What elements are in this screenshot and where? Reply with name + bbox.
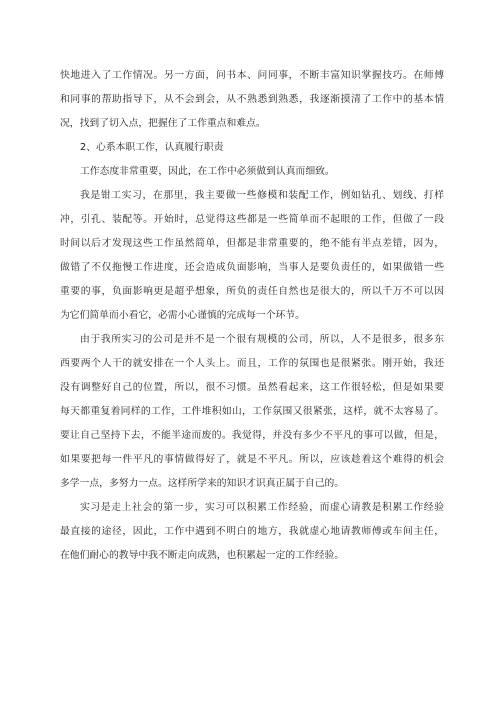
document-body	[60, 64, 444, 568]
text-line: 况，找到了切入点，把握住了工作重点和难点。	[60, 118, 266, 129]
paragraph-2	[60, 160, 444, 184]
section-heading-text: 2、心系本职工作，认真履行职责	[80, 142, 224, 153]
paragraph-4	[60, 328, 444, 496]
text-line: 为它们简单而小看它，必需小心谨慎的完成每一个环节。	[60, 310, 305, 321]
text-line: 和同事的帮助指导下，从不会到会，从不熟悉到熟悉，我逐渐摸清了工作中的基本情	[60, 94, 444, 105]
text-line: 多学一点，多努力一点。这样所学来的知识才识真正属于自己的。	[60, 478, 345, 489]
text-line: 要让自己坚持下去，不能半途而废的。我觉得，并没有多少不平凡的事可以做，但是，	[60, 430, 444, 441]
paragraph-1	[60, 64, 444, 136]
text-line: 在他们耐心的教导中我不断走向成熟，也积累起一定的工作经验。	[60, 550, 345, 561]
text-line: 工作态度非常重要，因此，在工作中必须做到认真而细致。	[80, 166, 335, 177]
text-line: 最直接的途径，因此，工作中遇到不明白的地方，我就虚心地请教师傅或车间主任，	[60, 526, 444, 537]
text-line: 实习是走上社会的第一步，实习可以积累工作经验，而虚心请教是积累工作经验	[80, 502, 444, 513]
paragraph-3	[60, 184, 444, 328]
text-line: 我是钳工实习，在那里，我主要做一些修模和装配工作，例如钻孔、划线、打样	[80, 190, 444, 201]
text-line: 时间以后才发现这些工作虽然简单，但都是非常重要的，绝不能有半点差错，因为，	[60, 238, 444, 249]
text-line: 快地进入了工作情况。另一方面，问书本、问同事，不断丰富知识掌握技巧。在师傅	[60, 70, 444, 81]
text-line: 冲，引孔、装配等。开始时，总觉得这些都是一些简单而不起眼的工作，但做了一段	[60, 214, 444, 225]
text-line: 没有调整好自己的位置，所以，很不习惯。虽然看起来，这工作很轻松，但是如果要	[60, 382, 444, 393]
text-line: 每天都重复着同样的工作，工件堆积如山，工作氛围又很紧张，这样，就不太容易了。	[60, 406, 444, 417]
text-line: 重要的事，负面影响更是超乎想象，所负的责任自然也是很大的，所以千万不可以因	[60, 286, 444, 297]
text-line: 如果要把每一件平凡的事情做得好了，就是不平凡。所以，应该趁着这个难得的机会	[60, 454, 444, 465]
text-line: 做错了不仅拖慢工作进度，还会造成负面影响，当事人是要负责任的，如果做错一些	[60, 262, 444, 273]
paragraph-5	[60, 496, 444, 568]
text-line: 由于我所实习的公司是并不是一个很有规模的公司，所以，人不是很多，很多东	[80, 334, 444, 345]
text-line: 西要两个人干的就安排在一个人头上。而且，工作的氛围也是很紧张。刚开始，我还	[60, 358, 444, 369]
section-heading	[60, 136, 444, 160]
